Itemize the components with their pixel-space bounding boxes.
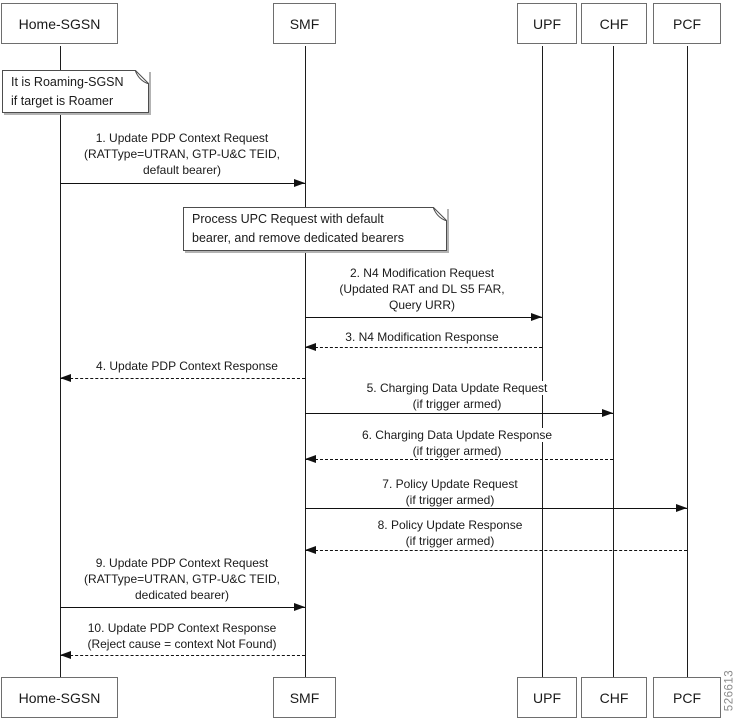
message-text: 6. Charging Data Update Response bbox=[361, 428, 553, 442]
message-text: 10. Update PDP Context Response bbox=[87, 621, 277, 635]
note-fold-corner-icon bbox=[433, 207, 447, 221]
actor-box-home-sgsn-bottom bbox=[1, 677, 118, 718]
message-5-label bbox=[342, 380, 572, 412]
note-process-upc bbox=[183, 207, 447, 251]
message-8-arrow bbox=[305, 550, 687, 551]
message-text: 4. Update PDP Context Response bbox=[96, 359, 278, 373]
message-text: 3. N4 Modification Response bbox=[345, 330, 499, 344]
message-text: 8. Policy Update Response bbox=[377, 518, 523, 532]
actor-box-upf-bottom bbox=[517, 677, 577, 718]
note-fold-corner-icon bbox=[135, 70, 149, 84]
message-text: (if trigger armed) bbox=[405, 534, 495, 548]
message-4-label bbox=[67, 358, 307, 374]
message-8-label bbox=[335, 517, 565, 549]
arrowhead-icon bbox=[602, 409, 613, 417]
message-9-label bbox=[62, 555, 302, 603]
message-1-label bbox=[62, 130, 302, 178]
actor-label: PCF bbox=[673, 15, 701, 32]
message-3-label bbox=[310, 329, 534, 345]
message-text: 5. Charging Data Update Request bbox=[366, 381, 548, 395]
actor-label: SMF bbox=[289, 689, 320, 706]
actor-label: SMF bbox=[289, 15, 320, 32]
lifeline-upf bbox=[542, 46, 543, 677]
actor-label: UPF bbox=[533, 15, 561, 32]
actor-box-smf-bottom bbox=[273, 677, 336, 718]
message-6-arrow bbox=[305, 459, 613, 460]
arrowhead-icon bbox=[676, 504, 687, 512]
actor-box-smf-top bbox=[273, 3, 336, 44]
actor-box-pcf-bottom bbox=[653, 677, 721, 718]
actor-box-upf-top bbox=[517, 3, 577, 44]
lifeline-chf bbox=[613, 46, 614, 677]
message-text: (if trigger armed) bbox=[405, 493, 495, 507]
message-text: Query URR) bbox=[388, 298, 455, 312]
message-text: (Updated RAT and DL S5 FAR, bbox=[339, 282, 505, 296]
message-5-arrow bbox=[305, 413, 613, 414]
lifeline-home-sgsn bbox=[60, 46, 61, 677]
actor-box-pcf-top bbox=[653, 3, 721, 44]
actor-label: CHF bbox=[599, 689, 629, 706]
note-line: It is Roaming-SGSN bbox=[11, 74, 124, 89]
lifeline-pcf bbox=[687, 46, 688, 677]
message-3-arrow bbox=[305, 347, 542, 348]
message-text: (RATType=UTRAN, GTP-U&C TEID, bbox=[84, 147, 280, 161]
message-text: (if trigger armed) bbox=[412, 444, 502, 458]
message-2-arrow bbox=[305, 317, 542, 318]
actor-box-home-sgsn-top bbox=[1, 3, 118, 44]
message-text: default bearer) bbox=[142, 163, 222, 177]
actor-label: Home-SGSN bbox=[18, 15, 101, 32]
arrowhead-icon bbox=[294, 179, 305, 187]
arrowhead-icon bbox=[305, 455, 316, 463]
message-10-arrow bbox=[60, 655, 305, 656]
message-text: (Reject cause = context Not Found) bbox=[87, 637, 277, 651]
actor-label: PCF bbox=[673, 689, 701, 706]
message-text: 7. Policy Update Request bbox=[382, 477, 518, 491]
note-line: if target is Roamer bbox=[11, 93, 114, 108]
message-text: (if trigger armed) bbox=[412, 397, 502, 411]
message-text: (RATType=UTRAN, GTP-U&C TEID, bbox=[84, 572, 280, 586]
arrowhead-icon bbox=[60, 374, 71, 382]
actor-label: UPF bbox=[533, 689, 561, 706]
message-text: 9. Update PDP Context Request bbox=[95, 556, 269, 570]
message-7-arrow bbox=[305, 508, 687, 509]
message-4-arrow bbox=[60, 378, 305, 379]
actor-box-chf-top bbox=[581, 3, 647, 44]
arrowhead-icon bbox=[60, 651, 71, 659]
message-6-label bbox=[342, 427, 572, 459]
message-text: 1. Update PDP Context Request bbox=[95, 131, 269, 145]
arrowhead-icon bbox=[294, 603, 305, 611]
message-text: dedicated bearer) bbox=[134, 588, 230, 602]
figure-number: 526613 bbox=[723, 669, 736, 712]
message-text: 2. N4 Modification Request bbox=[349, 266, 495, 280]
message-1-arrow bbox=[60, 183, 305, 184]
note-roaming-sgsn bbox=[2, 70, 149, 113]
actor-box-chf-bottom bbox=[581, 677, 647, 718]
message-10-label bbox=[62, 620, 302, 652]
note-line: bearer, and remove dedicated bearers bbox=[192, 231, 404, 245]
arrowhead-icon bbox=[531, 313, 542, 321]
arrowhead-icon bbox=[305, 546, 316, 554]
actor-label: CHF bbox=[599, 15, 629, 32]
note-line: Process UPC Request with default bbox=[192, 212, 384, 226]
actor-label: Home-SGSN bbox=[18, 689, 101, 706]
message-7-label bbox=[335, 476, 565, 508]
message-2-label bbox=[310, 265, 534, 313]
message-9-arrow bbox=[60, 607, 305, 608]
